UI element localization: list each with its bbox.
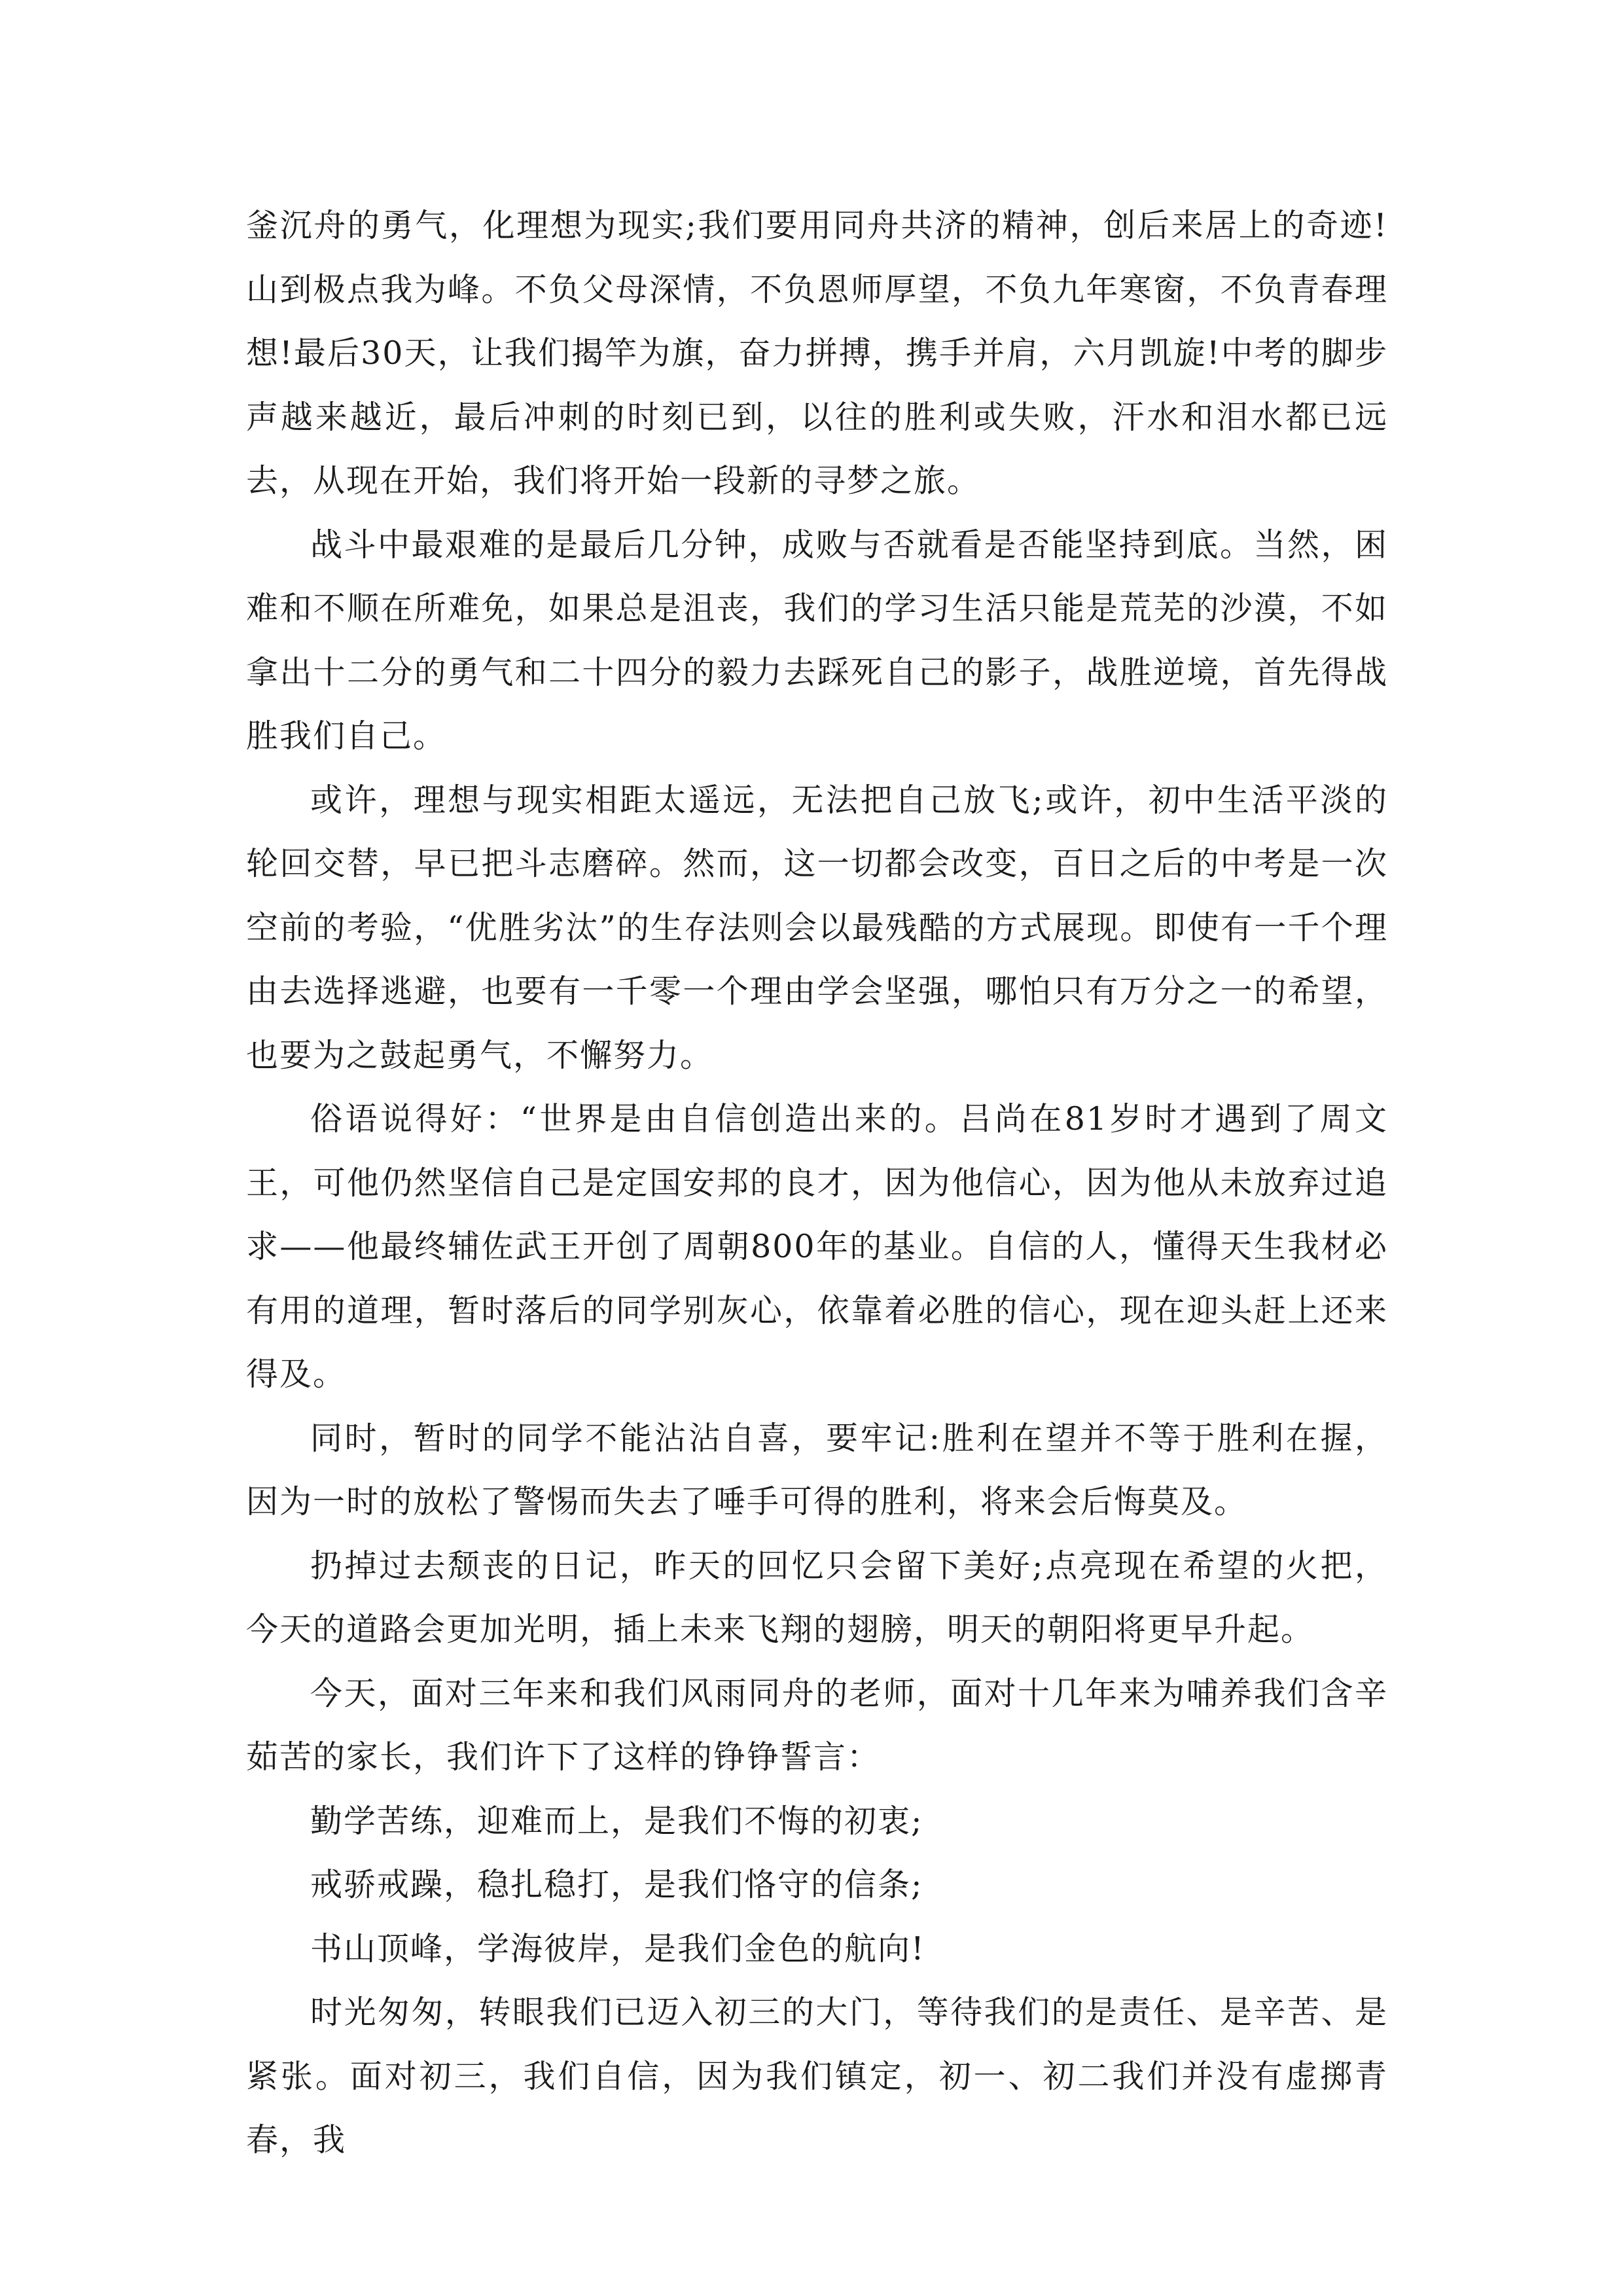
paragraph-6: 扔掉过去颓丧的日记，昨天的回忆只会留下美好;点亮现在希望的火把，今天的道路会更加光明，插上未来飞翔的翅膀，明天的朝阳将更早升起。 bbox=[246, 1547, 1388, 1648]
paragraph-5: 同时，暂时的同学不能沾沾自喜，要牢记:胜利在望并不等于胜利在握，因为一时的放松了警惕而失去了唾手可得的胜利，将来会后悔莫及。 bbox=[246, 1419, 1388, 1520]
paragraph-1: 釜沉舟的勇气，化理想为现实;我们要用同舟共济的精神，创后来居上的奇迹!山到极点我为峰。不负父母深情，不负恩师厚望，不负九年寒窗，不负青春理想!最后30天，让我们揭竿为旗，奋力拼搏，携手并肩，六月凯旋!中考的脚步声越来越近，最后冲刺的时刻已到，以往的胜利或失败，汗水和泪水都已远去，从现在开始，我们将开始一段新的寻梦之旅。 bbox=[246, 207, 1388, 499]
oath-line-3: 书山顶峰，学海彼岸，是我们金色的航向! bbox=[310, 1929, 925, 1967]
paragraph-11: 时光匆匆，转眼我们已迈入初三的大门，等待我们的是责任、是辛苦、是紧张。面对初三，我们自信，因为我们镇定，初一、初二我们并没有虚掷青春，我 bbox=[246, 1994, 1388, 2159]
document-body bbox=[246, 194, 1388, 2172]
paragraph-3: 或许，理想与现实相距太遥远，无法把自己放飞;或许，初中生活平淡的轮回交替，早已把斗志磨碎。然而，这一切都会改变，百日之后的中考是一次空前的考验，“优胜劣汰”的生存法则会以最残酷的方式展现。即使有一千个理由去选择逃避，也要有一千零一个理由学会坚强，哪怕只有万分之一的希望，也要为之鼓起勇气，不懈努力。 bbox=[246, 781, 1388, 1074]
paragraph-4: 俗语说得好：“世界是由自信创造出来的。吕尚在81岁时才遇到了周文王，可他仍然坚信自己是定国安邦的良才，因为他信心，因为他从未放弃过追求——他最终辅佐武王开创了周朝800年的基业。自信的人，懂得天生我材必有用的道理，暂时落后的同学别灰心，依靠着必胜的信心，现在迎头赶上还来得及。 bbox=[246, 1100, 1388, 1393]
paragraph-7: 今天，面对三年来和我们风雨同舟的老师，面对十几年来为哺养我们含辛茹苦的家长，我们许下了这样的铮铮誓言： bbox=[246, 1674, 1388, 1776]
oath-line-1: 勤学苦练，迎难而上，是我们不悔的初衷; bbox=[310, 1802, 923, 1840]
paragraph-2: 战斗中最艰难的是最后几分钟，成败与否就看是否能坚持到底。当然，困难和不顺在所难免，如果总是沮丧，我们的学习生活只能是荒芜的沙漠，不如拿出十二分的勇气和二十四分的毅力去踩死自己的影子，战胜逆境，首先得战胜我们自己。 bbox=[246, 526, 1388, 755]
oath-line-2: 戒骄戒躁，稳扎稳打，是我们恪守的信条; bbox=[310, 1866, 923, 1903]
